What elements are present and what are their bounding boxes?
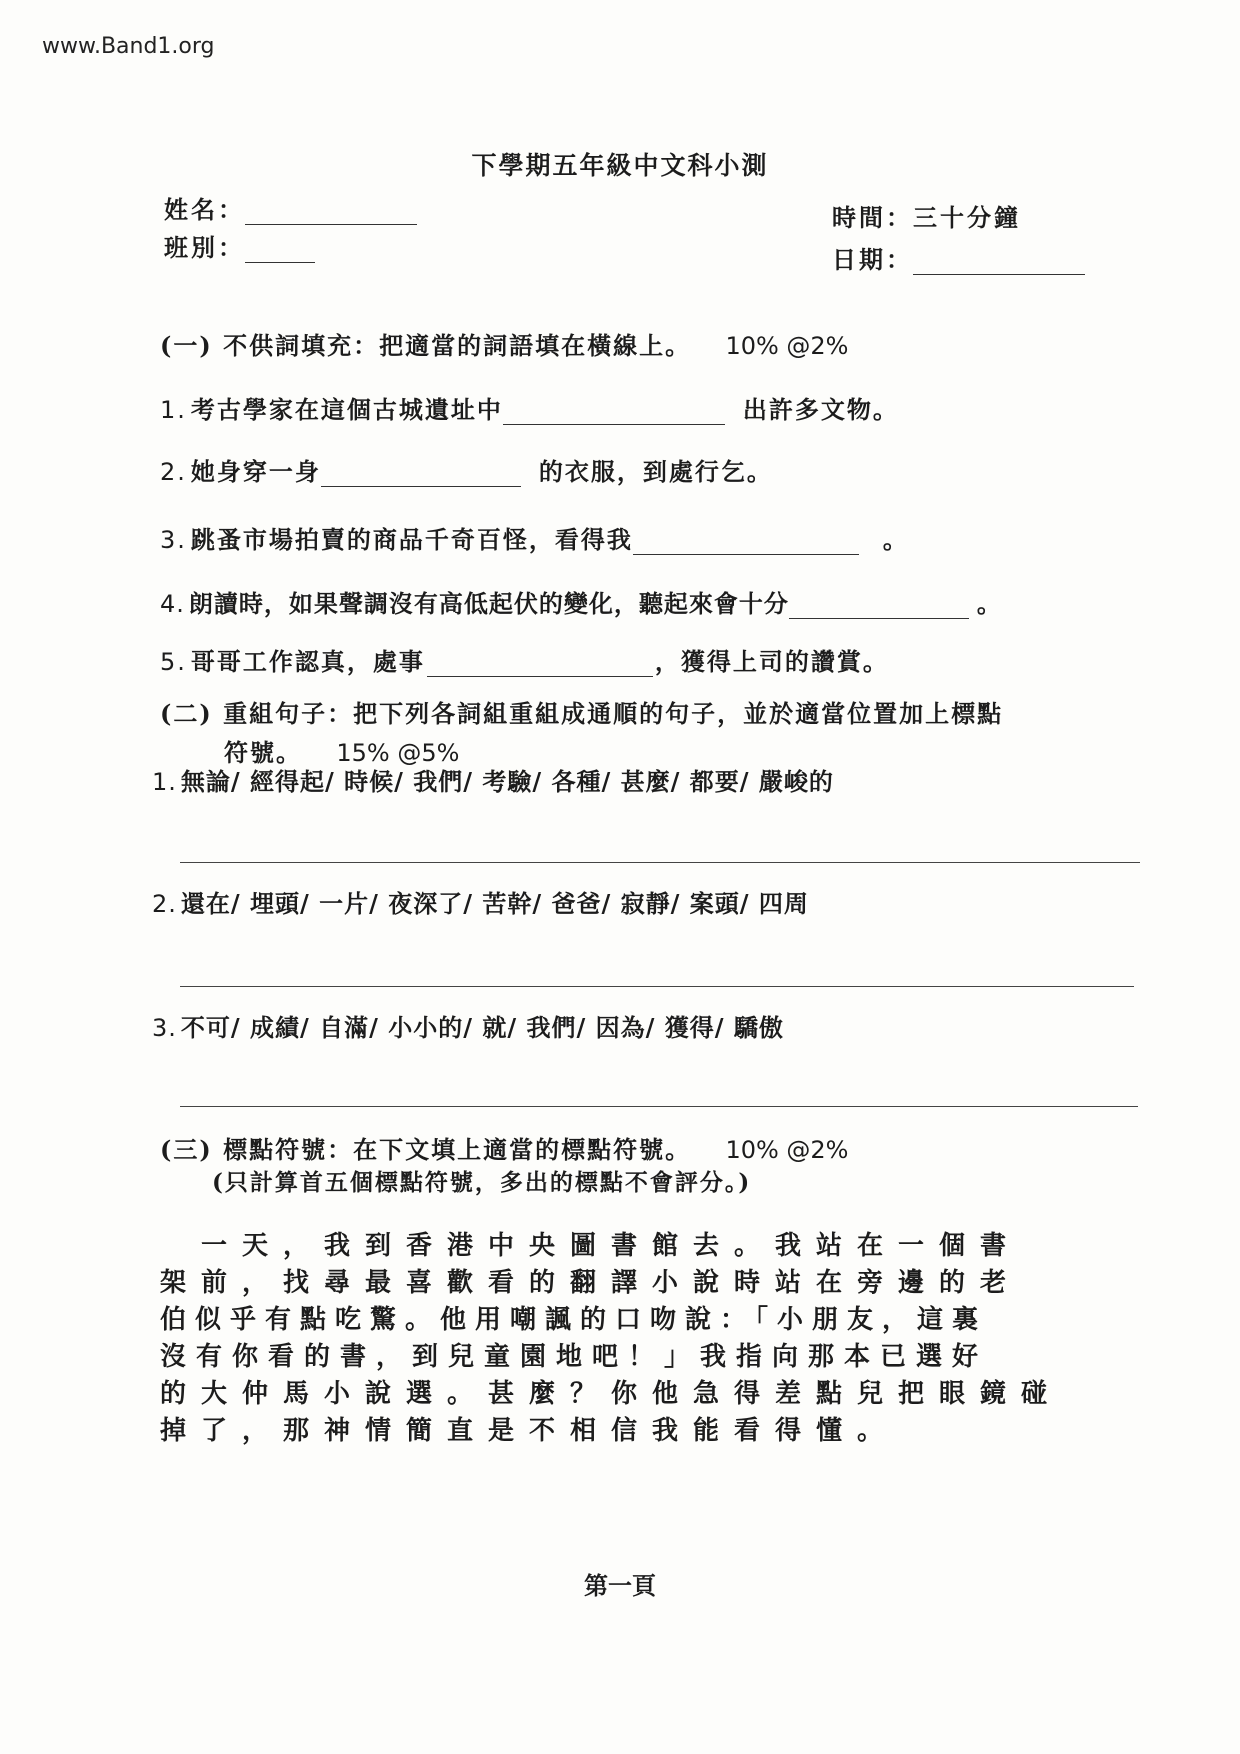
fill-question-4 bbox=[160, 584, 1002, 619]
passage-line: 掉了，那神情簡直是不相信我能看得懂。 bbox=[160, 1416, 899, 1446]
name-blank[interactable] bbox=[245, 200, 417, 225]
date-label: 日期： bbox=[832, 245, 913, 274]
section3-title: (三) 標點符號：在下文填上適當的標點符號。 bbox=[160, 1135, 692, 1164]
question-text-after: 。 bbox=[882, 525, 909, 554]
page-number: 第一頁 bbox=[584, 1571, 656, 1600]
section2-heading bbox=[160, 694, 1003, 768]
question-number: 2. bbox=[152, 890, 177, 918]
question-number: 1. bbox=[152, 768, 177, 796]
section3-score: 10% @2% bbox=[725, 1136, 849, 1164]
question-text-before: 朗讀時，如果聲調沒有高低起伏的變化，聽起來會十分 bbox=[188, 589, 789, 618]
question-number: 2. bbox=[160, 458, 187, 486]
fill-question-1 bbox=[160, 390, 899, 425]
question-number: 5. bbox=[160, 648, 187, 676]
section2-title-line2: 符號。 bbox=[224, 738, 302, 767]
question-text-after: 。 bbox=[976, 589, 1002, 618]
question-words: 不可/ 成績/ 自滿/ 小小的/ 就/ 我們/ 因為/ 獲得/ 驕傲 bbox=[180, 1013, 784, 1042]
reorder-question-2 bbox=[152, 884, 809, 919]
time-label: 時間：三十分鐘 bbox=[832, 203, 1021, 232]
class-label: 班別： bbox=[164, 233, 245, 262]
section1-score: 10% @2% bbox=[725, 332, 849, 360]
fill-question-3 bbox=[160, 520, 909, 555]
passage-line: 伯似乎有點吃驚。他用嘲諷的口吻說：「小朋友，這裏 bbox=[160, 1305, 988, 1335]
question-words: 還在/ 埋頭/ 一片/ 夜深了/ 苦幹/ 爸爸/ 寂靜/ 案頭/ 四周 bbox=[180, 889, 809, 918]
answer-blank-4[interactable] bbox=[789, 594, 969, 619]
fill-question-2 bbox=[160, 452, 773, 487]
question-text-after: ，獲得上司的讚賞。 bbox=[654, 647, 889, 676]
question-text-after: 的衣服，到處行乞。 bbox=[538, 457, 773, 486]
name-field bbox=[164, 190, 417, 225]
question-text-after: 出許多文物。 bbox=[742, 395, 899, 424]
answer-blank-1[interactable] bbox=[503, 400, 725, 425]
section2-title-line1: (二) 重組句子：把下列各詞組重組成通順的句子，並於適當位置加上標點 bbox=[160, 699, 1004, 728]
question-number: 4. bbox=[160, 590, 185, 618]
answer-blank-5[interactable] bbox=[427, 652, 653, 677]
date-blank[interactable] bbox=[913, 250, 1085, 275]
question-text-before: 考古學家在這個古城遺址中 bbox=[190, 395, 503, 424]
date-field bbox=[832, 240, 1085, 275]
page-title: 下學期五年級中文科小測 bbox=[471, 151, 769, 180]
site-watermark: www.Band1.org bbox=[42, 34, 215, 59]
class-field bbox=[164, 228, 315, 263]
section3-heading bbox=[160, 1130, 848, 1165]
answer-blank-3[interactable] bbox=[633, 530, 859, 555]
passage-line: 沒有你看的書，到兒童園地吧！」我指向那本已選好 bbox=[160, 1342, 989, 1372]
question-text-before: 她身穿一身 bbox=[190, 457, 321, 486]
section1-heading bbox=[160, 326, 848, 361]
punctuation-passage bbox=[160, 1228, 1090, 1450]
question-number: 1. bbox=[160, 396, 187, 424]
question-text-before: 哥哥工作認真，處事 bbox=[190, 647, 425, 676]
question-text-before: 跳蚤市場拍賣的商品千奇百怪，看得我 bbox=[190, 525, 633, 554]
question-number: 3. bbox=[160, 526, 187, 554]
reorder-answer-line-2[interactable] bbox=[180, 986, 1134, 987]
question-number: 3. bbox=[152, 1014, 177, 1042]
passage-line: 一天，我到香港中央圖書館去。我站在一個書 bbox=[160, 1231, 1022, 1261]
question-words: 無論/ 經得起/ 時候/ 我們/ 考驗/ 各種/ 甚麼/ 都要/ 嚴峻的 bbox=[180, 767, 834, 796]
fill-question-5 bbox=[160, 642, 889, 677]
passage-line: 架前，找尋最喜歡看的翻譯小說時站在旁邊的老 bbox=[160, 1268, 1022, 1298]
reorder-answer-line-1[interactable] bbox=[180, 862, 1140, 863]
reorder-question-3 bbox=[152, 1008, 784, 1043]
class-blank[interactable] bbox=[245, 228, 315, 263]
name-label: 姓名： bbox=[164, 195, 245, 224]
passage-line: 的大仲馬小說選。甚麼？你他急得差點兒把眼鏡碰 bbox=[160, 1379, 1063, 1409]
reorder-question-1 bbox=[152, 762, 834, 797]
section3-note: (只計算首五個標點符號，多出的標點不會評分。) bbox=[212, 1169, 752, 1196]
answer-blank-2[interactable] bbox=[321, 462, 521, 487]
reorder-answer-line-3[interactable] bbox=[180, 1106, 1138, 1107]
section2-score: 15% @5% bbox=[336, 739, 460, 767]
section1-title: (一) 不供詞填充：把適當的詞語填在橫線上。 bbox=[160, 331, 692, 360]
